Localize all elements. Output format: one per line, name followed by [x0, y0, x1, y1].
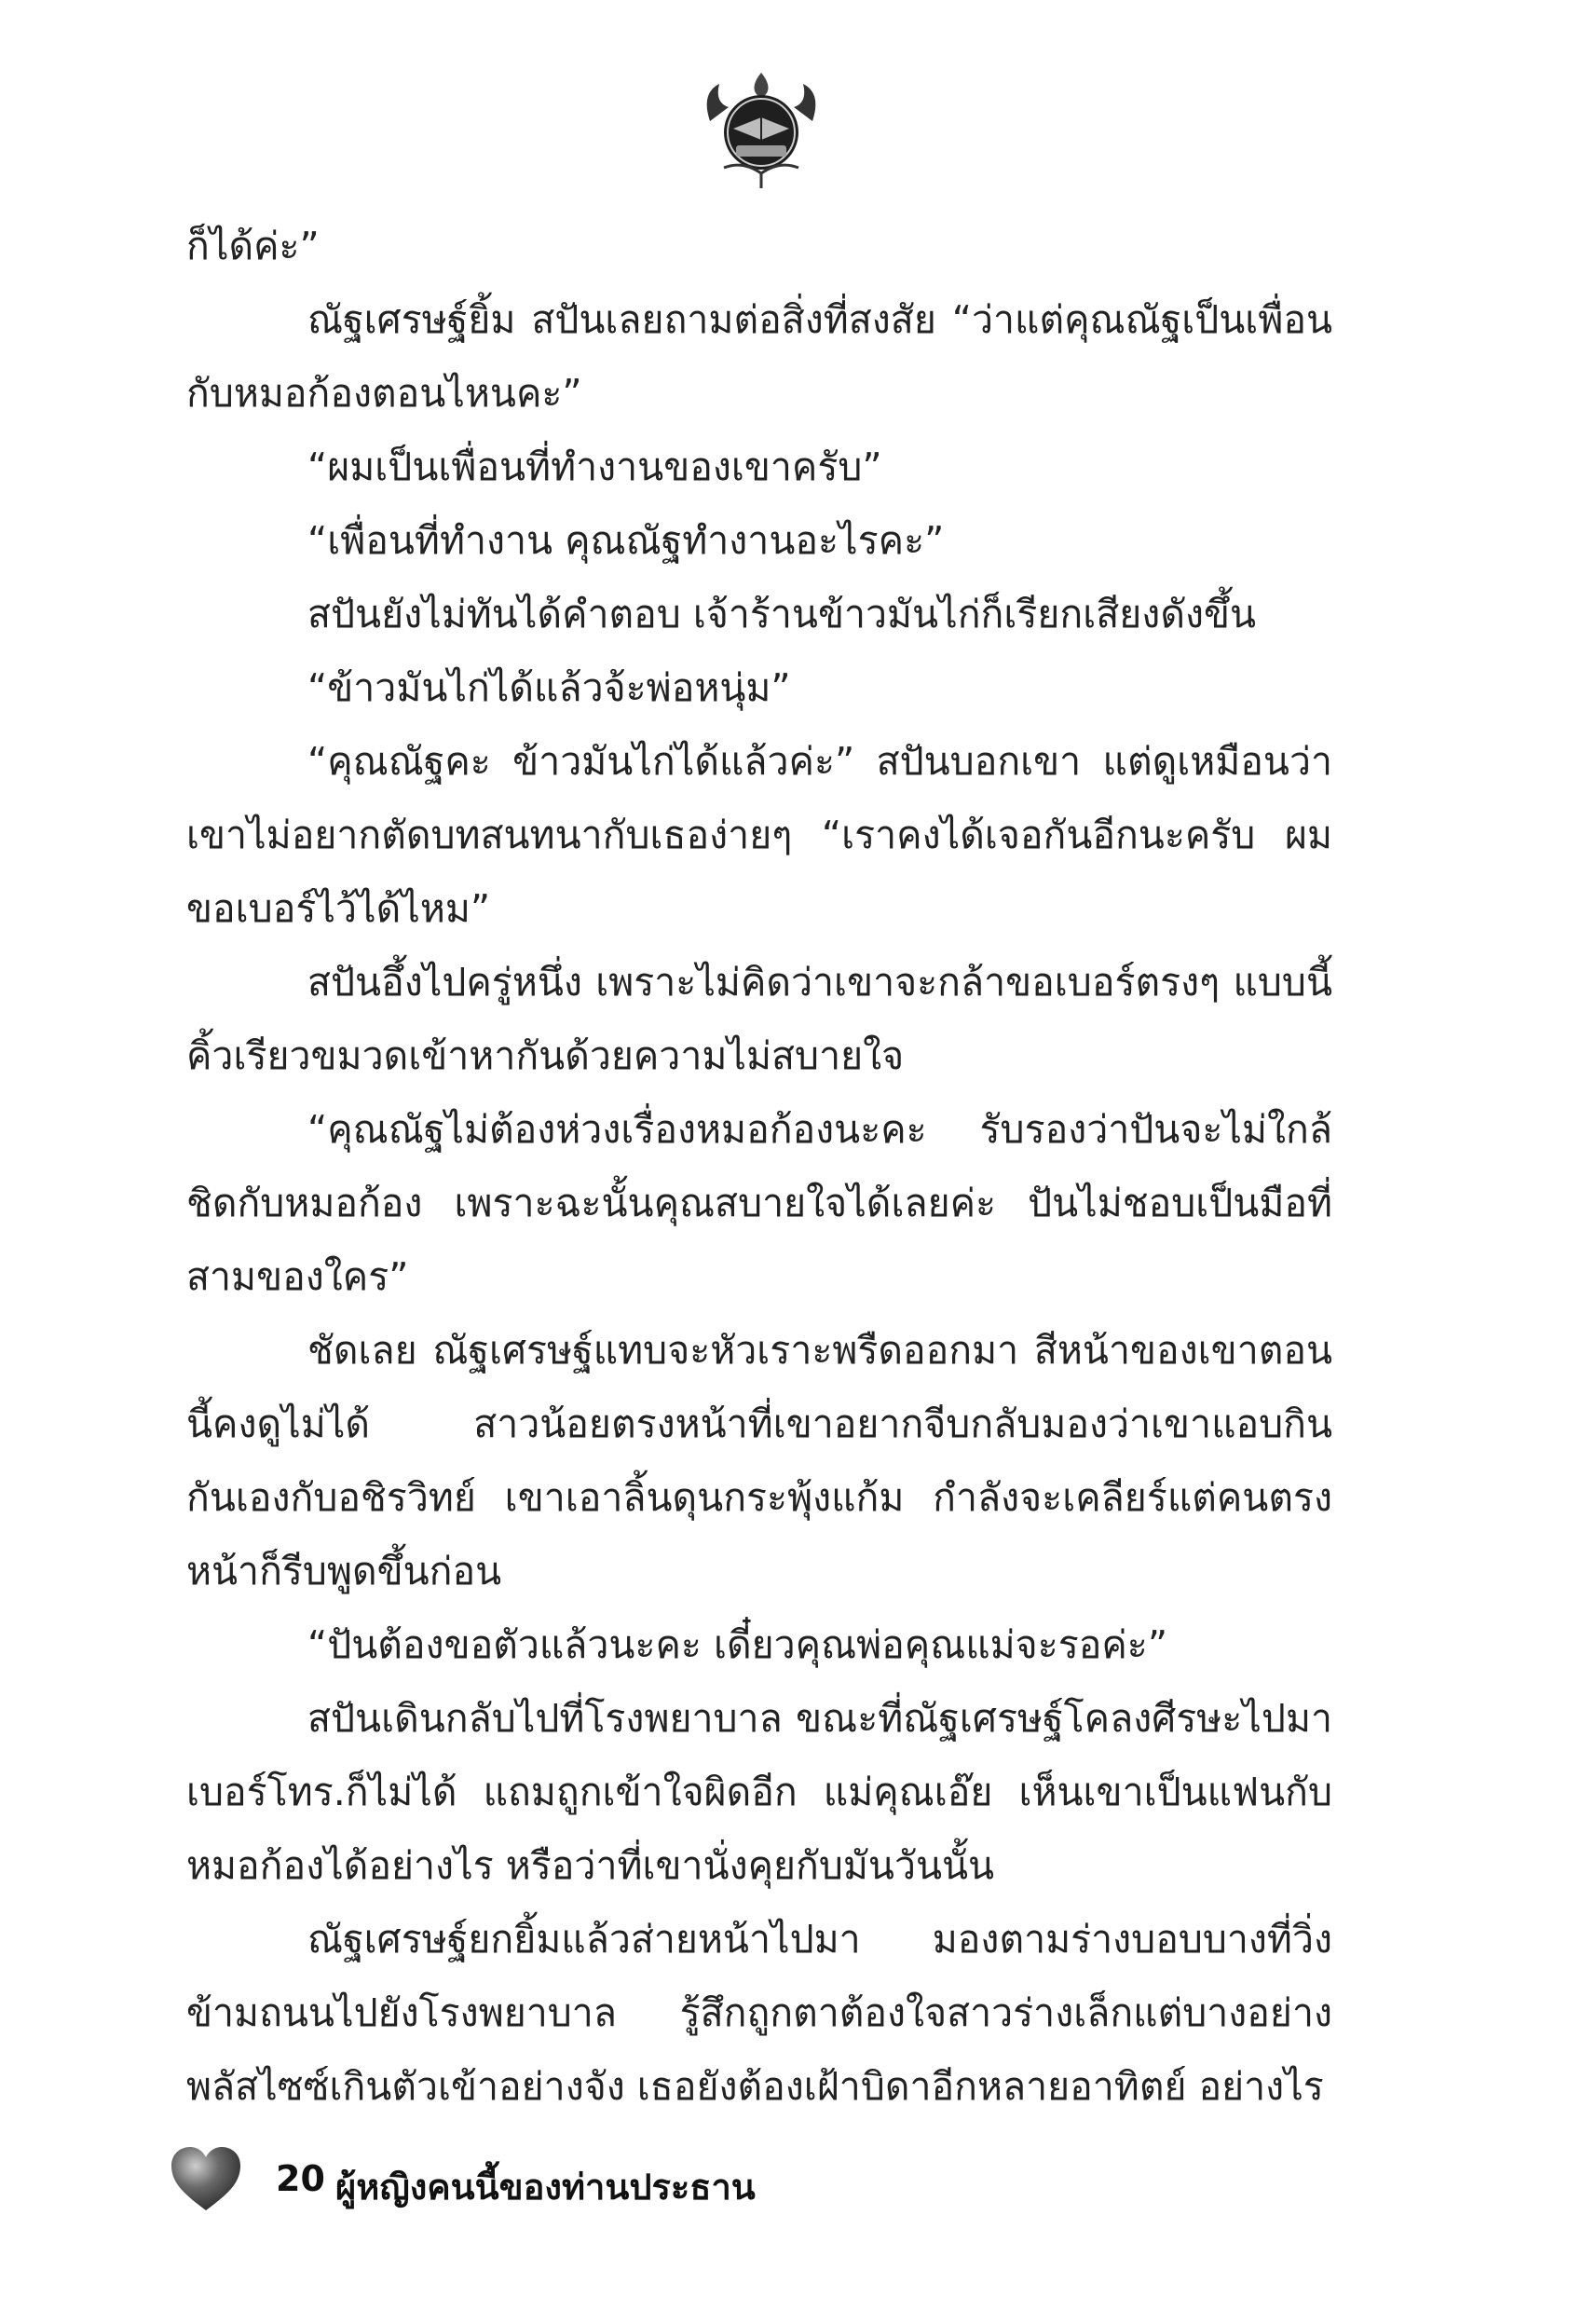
paragraph: “เพื่อนที่ทำงาน คุณณัฐทำงานอะไรคะ”: [307, 518, 945, 563]
book-title: ผู้หญิงคนนี้ของท่านประธาน: [335, 2167, 756, 2208]
gray-heart-icon: [168, 2143, 244, 2214]
paragraph: สปันยังไม่ทันได้คำตอบ เจ้าร้านข้าวมันไก่ก็เรียกเสียงดังขึ้น: [307, 592, 1257, 636]
paragraph: “คุณณัฐคะ ข้าวมันไก่ได้แล้วค่ะ” สปันบอกเขา แต่ดูเหมือนว่าเขาไม่อยากตัดบทสนทนากับเธอง่ายๆ “เราคงได้เจอกันอีกนะครับ ผมขอเบอร์ไว้ได้ไหม”: [186, 739, 1332, 931]
paragraph: ณัฐเศรษฐ์ยิ้ม สปันเลยถามต่อสิ่งที่สงสัย “ว่าแต่คุณณัฐเป็นเพื่อนกับหมอก้องตอนไหนคะ”: [186, 297, 1332, 416]
paragraph: “ปันต้องขอตัวแล้วนะคะ เดี๋ยวคุณพ่อคุณแม่จะรอค่ะ”: [307, 1622, 1168, 1667]
page-number: 20: [276, 2158, 325, 2199]
paragraph: สปันอึ้งไปครู่หนึ่ง เพราะไม่คิดว่าเขาจะกล้าขอเบอร์ตรงๆ แบบนี้ คิ้วเรียวขมวดเข้าหากันด้วยความไม่สบายใจ: [186, 960, 1332, 1078]
paragraph: ณัฐเศรษฐ์ยกยิ้มแล้วส่ายหน้าไปมา มองตามร่างบอบบางที่วิ่งข้ามถนนไปยังโรงพยาบาล รู้สึกถูกตาต้องใจสาวร่างเล็กแต่บางอย่างพลัสไซซ์เกินตัวเข้าอย่างจัง เธอยังต้องเฝ้าบิดาอีกหลายอาทิตย์ อย่างไร: [186, 1917, 1332, 2109]
paragraph: ชัดเลย ณัฐเศรษฐ์แทบจะหัวเราะพรืดออกมา สีหน้าของเขาตอนนี้คงดูไม่ได้ สาวน้อยตรงหน้าที่เขาอยากจีบกลับมองว่าเขาแอบกินกันเองกับอชิรวิทย์ เขาเอาลิ้นดุนกระพุ้งแก้ม กำลังจะเคลียร์แต่คนตรงหน้าก็รีบพูดขึ้นก่อน: [186, 1328, 1332, 1593]
page-body: [186, 210, 1332, 2124]
paragraph: “คุณณัฐไม่ต้องห่วงเรื่องหมอก้องนะคะ รับรองว่าปันจะไม่ใกล้ชิดกับหมอก้อง เพราะฉะนั้นคุณสบายใจได้เลยค่ะ ปันไม่ชอบเป็นมือที่สามของใคร”: [186, 1107, 1332, 1299]
paragraph: “ข้าวมันไก่ได้แล้วจ้ะพ่อหนุ่ม”: [307, 665, 791, 710]
paragraph: ก็ได้ค่ะ”: [186, 224, 320, 268]
paragraph: สปันเดินกลับไปที่โรงพยาบาล ขณะที่ณัฐเศรษฐ์โคลงศีรษะไปมา เบอร์โทร.ก็ไม่ได้ แถมถูกเข้าใจผิดอีก แม่คุณเอ๊ย เห็นเขาเป็นแฟนกับหมอก้องได้อย่างไร หรือว่าที่เขานั่งคุยกับมันวันนั้น: [186, 1696, 1332, 1888]
page-footer: [168, 2143, 1006, 2227]
ornate-book-crest-icon: [691, 56, 831, 196]
paragraph: “ผมเป็นเพื่อนที่ทำงานของเขาครับ”: [307, 444, 882, 489]
